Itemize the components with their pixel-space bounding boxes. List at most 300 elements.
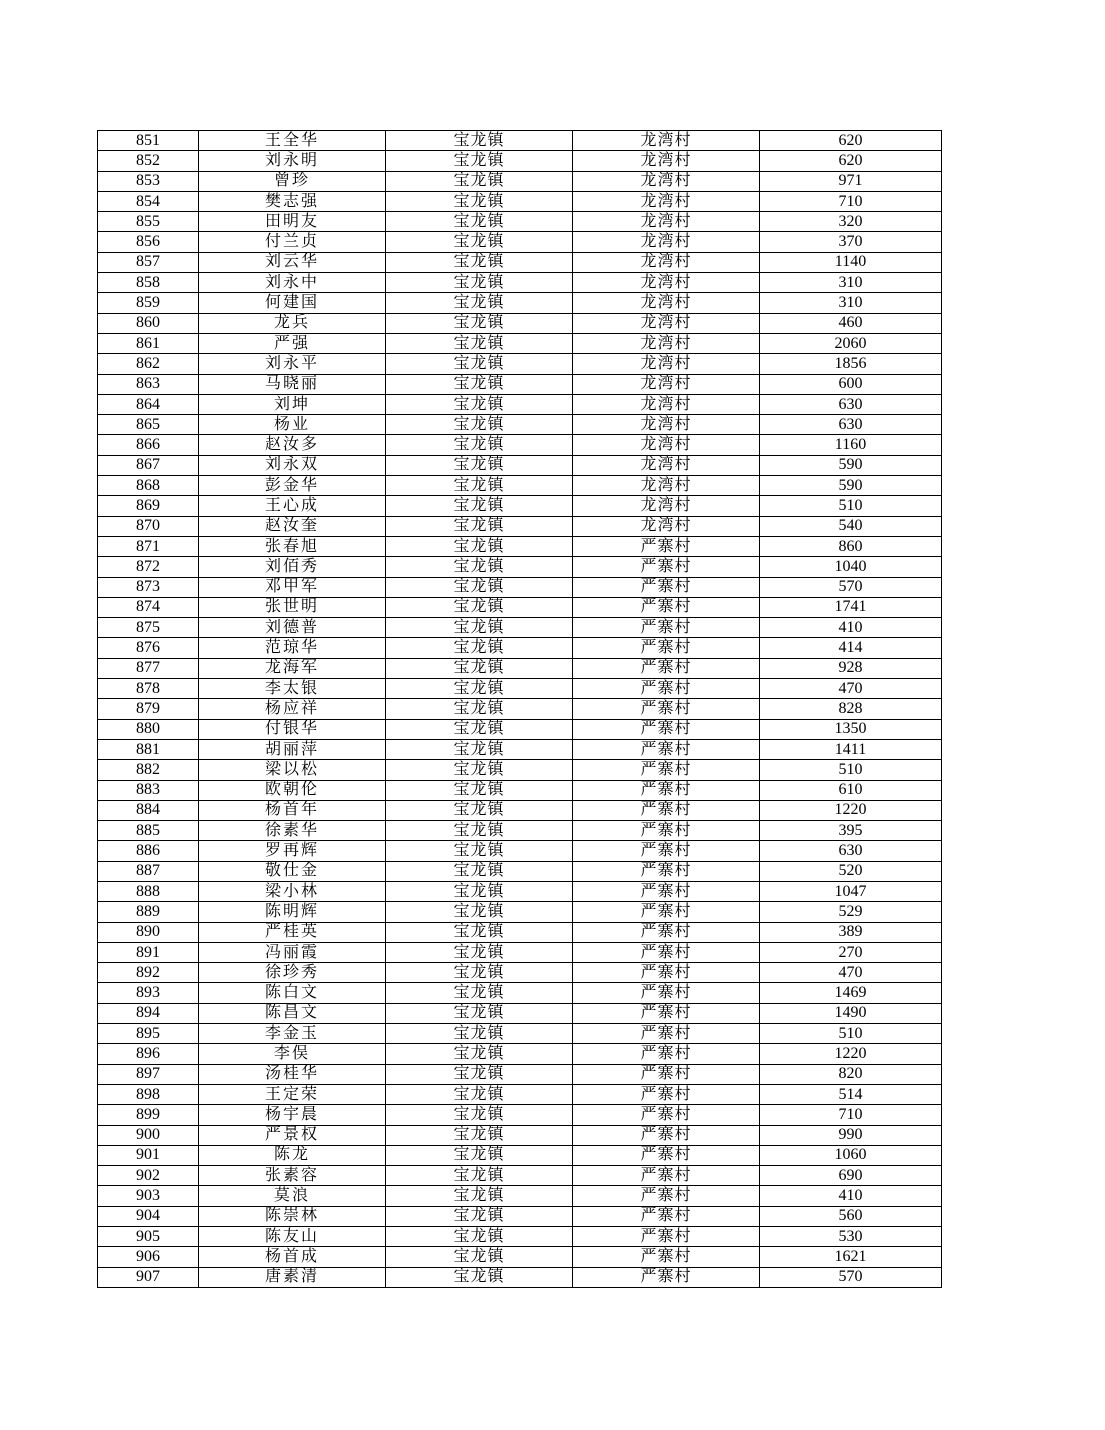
cell-village: 龙湾村 — [573, 313, 760, 333]
table-row — [98, 1044, 942, 1064]
table-row — [98, 455, 942, 475]
cell-index: 872 — [98, 557, 199, 577]
table-row — [98, 679, 942, 699]
cell-town: 宝龙镇 — [386, 902, 573, 922]
cell-town: 宝龙镇 — [386, 1267, 573, 1287]
cell-village: 龙湾村 — [573, 394, 760, 414]
cell-index: 862 — [98, 354, 199, 374]
cell-amount: 590 — [760, 455, 942, 475]
table-row — [98, 597, 942, 617]
cell-town: 宝龙镇 — [386, 1105, 573, 1125]
cell-index: 874 — [98, 597, 199, 617]
cell-village: 龙湾村 — [573, 212, 760, 232]
cell-town: 宝龙镇 — [386, 1186, 573, 1206]
cell-index: 861 — [98, 333, 199, 353]
cell-index: 859 — [98, 293, 199, 313]
table-row — [98, 1247, 942, 1267]
table-row — [98, 293, 942, 313]
table-row — [98, 922, 942, 942]
cell-name: 田明友 — [199, 212, 386, 232]
cell-village: 严寨村 — [573, 1247, 760, 1267]
cell-amount: 510 — [760, 760, 942, 780]
cell-name: 李太银 — [199, 679, 386, 699]
table-row — [98, 1186, 942, 1206]
cell-name: 范琼华 — [199, 638, 386, 658]
cell-village: 严寨村 — [573, 1125, 760, 1145]
cell-village: 龙湾村 — [573, 455, 760, 475]
cell-amount: 1220 — [760, 1044, 942, 1064]
cell-name: 严桂英 — [199, 922, 386, 942]
cell-village: 严寨村 — [573, 821, 760, 841]
cell-town: 宝龙镇 — [386, 415, 573, 435]
cell-index: 870 — [98, 516, 199, 536]
table-row — [98, 496, 942, 516]
cell-village: 龙湾村 — [573, 293, 760, 313]
cell-town: 宝龙镇 — [386, 536, 573, 556]
cell-amount: 1060 — [760, 1145, 942, 1165]
cell-town: 宝龙镇 — [386, 942, 573, 962]
cell-village: 龙湾村 — [573, 354, 760, 374]
table-row — [98, 841, 942, 861]
cell-amount: 470 — [760, 679, 942, 699]
cell-index: 880 — [98, 719, 199, 739]
cell-index: 854 — [98, 191, 199, 211]
cell-village: 严寨村 — [573, 1145, 760, 1165]
cell-index: 903 — [98, 1186, 199, 1206]
cell-amount: 520 — [760, 861, 942, 881]
table-row — [98, 699, 942, 719]
cell-name: 刘坤 — [199, 394, 386, 414]
cell-amount: 1040 — [760, 557, 942, 577]
cell-index: 901 — [98, 1145, 199, 1165]
cell-village: 龙湾村 — [573, 131, 760, 151]
cell-name: 陈龙 — [199, 1145, 386, 1165]
cell-town: 宝龙镇 — [386, 496, 573, 516]
cell-name: 莫浪 — [199, 1186, 386, 1206]
cell-name: 刘佰秀 — [199, 557, 386, 577]
table-row — [98, 719, 942, 739]
cell-name: 刘永中 — [199, 273, 386, 293]
cell-name: 汤桂华 — [199, 1064, 386, 1084]
cell-village: 严寨村 — [573, 1105, 760, 1125]
cell-town: 宝龙镇 — [386, 821, 573, 841]
cell-name: 彭金华 — [199, 476, 386, 496]
cell-village: 龙湾村 — [573, 516, 760, 536]
cell-amount: 1047 — [760, 881, 942, 901]
cell-village: 严寨村 — [573, 719, 760, 739]
cell-village: 严寨村 — [573, 1206, 760, 1226]
cell-town: 宝龙镇 — [386, 922, 573, 942]
cell-index: 868 — [98, 476, 199, 496]
cell-name: 严景权 — [199, 1125, 386, 1145]
cell-index: 857 — [98, 252, 199, 272]
cell-amount: 470 — [760, 963, 942, 983]
cell-village: 严寨村 — [573, 679, 760, 699]
cell-index: 897 — [98, 1064, 199, 1084]
cell-town: 宝龙镇 — [386, 963, 573, 983]
cell-town: 宝龙镇 — [386, 739, 573, 759]
cell-town: 宝龙镇 — [386, 1084, 573, 1104]
cell-name: 赵汝多 — [199, 435, 386, 455]
cell-index: 851 — [98, 131, 199, 151]
cell-town: 宝龙镇 — [386, 1145, 573, 1165]
cell-index: 885 — [98, 821, 199, 841]
table-row — [98, 191, 942, 211]
table-row — [98, 760, 942, 780]
cell-town: 宝龙镇 — [386, 800, 573, 820]
table-row — [98, 902, 942, 922]
cell-index: 882 — [98, 760, 199, 780]
cell-name: 王全华 — [199, 131, 386, 151]
table-row — [98, 151, 942, 171]
cell-amount: 510 — [760, 1024, 942, 1044]
cell-amount: 710 — [760, 191, 942, 211]
cell-name: 陈崇林 — [199, 1206, 386, 1226]
table-row — [98, 963, 942, 983]
table-row — [98, 821, 942, 841]
cell-amount: 828 — [760, 699, 942, 719]
cell-name: 刘云华 — [199, 252, 386, 272]
table-row — [98, 1024, 942, 1044]
cell-index: 866 — [98, 435, 199, 455]
cell-village: 严寨村 — [573, 942, 760, 962]
table-row — [98, 354, 942, 374]
table-row — [98, 476, 942, 496]
table-row — [98, 1003, 942, 1023]
cell-name: 陈白文 — [199, 983, 386, 1003]
cell-index: 905 — [98, 1227, 199, 1247]
cell-name: 胡丽萍 — [199, 739, 386, 759]
cell-village: 严寨村 — [573, 577, 760, 597]
cell-town: 宝龙镇 — [386, 252, 573, 272]
cell-town: 宝龙镇 — [386, 983, 573, 1003]
cell-town: 宝龙镇 — [386, 131, 573, 151]
cell-town: 宝龙镇 — [386, 293, 573, 313]
cell-name: 杨首年 — [199, 800, 386, 820]
table-row — [98, 1166, 942, 1186]
cell-amount: 410 — [760, 618, 942, 638]
cell-village: 严寨村 — [573, 1003, 760, 1023]
cell-index: 873 — [98, 577, 199, 597]
cell-index: 895 — [98, 1024, 199, 1044]
cell-village: 严寨村 — [573, 618, 760, 638]
cell-town: 宝龙镇 — [386, 577, 573, 597]
cell-village: 严寨村 — [573, 658, 760, 678]
cell-amount: 310 — [760, 293, 942, 313]
table-row — [98, 861, 942, 881]
cell-town: 宝龙镇 — [386, 658, 573, 678]
cell-village: 严寨村 — [573, 963, 760, 983]
cell-amount: 1411 — [760, 739, 942, 759]
cell-name: 龙兵 — [199, 313, 386, 333]
cell-village: 龙湾村 — [573, 171, 760, 191]
cell-name: 冯丽霞 — [199, 942, 386, 962]
cell-index: 878 — [98, 679, 199, 699]
cell-amount: 990 — [760, 1125, 942, 1145]
cell-name: 杨首成 — [199, 1247, 386, 1267]
cell-town: 宝龙镇 — [386, 841, 573, 861]
table-row — [98, 435, 942, 455]
cell-town: 宝龙镇 — [386, 333, 573, 353]
cell-amount: 320 — [760, 212, 942, 232]
cell-name: 李金玉 — [199, 1024, 386, 1044]
cell-name: 严强 — [199, 333, 386, 353]
cell-town: 宝龙镇 — [386, 151, 573, 171]
cell-amount: 310 — [760, 273, 942, 293]
cell-amount: 395 — [760, 821, 942, 841]
cell-amount: 860 — [760, 536, 942, 556]
cell-amount: 710 — [760, 1105, 942, 1125]
cell-name: 陈明辉 — [199, 902, 386, 922]
cell-index: 886 — [98, 841, 199, 861]
cell-village: 龙湾村 — [573, 333, 760, 353]
cell-town: 宝龙镇 — [386, 699, 573, 719]
cell-index: 852 — [98, 151, 199, 171]
cell-amount: 971 — [760, 171, 942, 191]
cell-town: 宝龙镇 — [386, 516, 573, 536]
cell-index: 877 — [98, 658, 199, 678]
cell-index: 887 — [98, 861, 199, 881]
cell-village: 龙湾村 — [573, 415, 760, 435]
cell-name: 赵汝奎 — [199, 516, 386, 536]
table-row — [98, 252, 942, 272]
cell-name: 罗再辉 — [199, 841, 386, 861]
cell-index: 898 — [98, 1084, 199, 1104]
table-row — [98, 171, 942, 191]
cell-village: 严寨村 — [573, 902, 760, 922]
cell-village: 龙湾村 — [573, 496, 760, 516]
cell-index: 865 — [98, 415, 199, 435]
table-row — [98, 536, 942, 556]
cell-town: 宝龙镇 — [386, 597, 573, 617]
cell-index: 902 — [98, 1166, 199, 1186]
table-row — [98, 333, 942, 353]
table-row — [98, 739, 942, 759]
cell-town: 宝龙镇 — [386, 618, 573, 638]
cell-town: 宝龙镇 — [386, 212, 573, 232]
cell-name: 梁以松 — [199, 760, 386, 780]
cell-index: 891 — [98, 942, 199, 962]
cell-amount: 270 — [760, 942, 942, 962]
table-row — [98, 1105, 942, 1125]
cell-name: 马晓丽 — [199, 374, 386, 394]
cell-name: 陈昌文 — [199, 1003, 386, 1023]
cell-name: 王定荣 — [199, 1084, 386, 1104]
cell-town: 宝龙镇 — [386, 679, 573, 699]
cell-amount: 540 — [760, 516, 942, 536]
cell-town: 宝龙镇 — [386, 273, 573, 293]
cell-name: 曾珍 — [199, 171, 386, 191]
cell-village: 龙湾村 — [573, 435, 760, 455]
table-row — [98, 881, 942, 901]
table-row — [98, 1125, 942, 1145]
cell-town: 宝龙镇 — [386, 1166, 573, 1186]
cell-town: 宝龙镇 — [386, 780, 573, 800]
cell-town: 宝龙镇 — [386, 171, 573, 191]
table-row — [98, 131, 942, 151]
cell-index: 879 — [98, 699, 199, 719]
cell-village: 龙湾村 — [573, 191, 760, 211]
cell-village: 严寨村 — [573, 780, 760, 800]
cell-village: 严寨村 — [573, 1227, 760, 1247]
cell-amount: 1469 — [760, 983, 942, 1003]
cell-amount: 1621 — [760, 1247, 942, 1267]
cell-name: 李俣 — [199, 1044, 386, 1064]
cell-town: 宝龙镇 — [386, 354, 573, 374]
cell-name: 陈友山 — [199, 1227, 386, 1247]
cell-amount: 2060 — [760, 333, 942, 353]
cell-amount: 620 — [760, 151, 942, 171]
cell-village: 严寨村 — [573, 1186, 760, 1206]
cell-village: 严寨村 — [573, 557, 760, 577]
cell-index: 906 — [98, 1247, 199, 1267]
cell-village: 严寨村 — [573, 699, 760, 719]
cell-name: 徐素华 — [199, 821, 386, 841]
cell-amount: 1490 — [760, 1003, 942, 1023]
table-row — [98, 273, 942, 293]
cell-village: 龙湾村 — [573, 374, 760, 394]
cell-village: 龙湾村 — [573, 232, 760, 252]
cell-amount: 410 — [760, 1186, 942, 1206]
cell-town: 宝龙镇 — [386, 394, 573, 414]
table-row — [98, 618, 942, 638]
table-row — [98, 638, 942, 658]
cell-name: 敬仕金 — [199, 861, 386, 881]
cell-town: 宝龙镇 — [386, 760, 573, 780]
table-row — [98, 942, 942, 962]
cell-amount: 514 — [760, 1084, 942, 1104]
cell-index: 888 — [98, 881, 199, 901]
cell-village: 严寨村 — [573, 1267, 760, 1287]
table-row — [98, 313, 942, 333]
cell-index: 875 — [98, 618, 199, 638]
cell-amount: 570 — [760, 1267, 942, 1287]
cell-village: 严寨村 — [573, 983, 760, 1003]
cell-amount: 1741 — [760, 597, 942, 617]
cell-index: 856 — [98, 232, 199, 252]
cell-index: 855 — [98, 212, 199, 232]
cell-name: 杨业 — [199, 415, 386, 435]
cell-index: 883 — [98, 780, 199, 800]
cell-town: 宝龙镇 — [386, 374, 573, 394]
cell-index: 890 — [98, 922, 199, 942]
cell-amount: 510 — [760, 496, 942, 516]
cell-index: 907 — [98, 1267, 199, 1287]
cell-town: 宝龙镇 — [386, 455, 573, 475]
table-row — [98, 394, 942, 414]
cell-town: 宝龙镇 — [386, 1247, 573, 1267]
cell-amount: 529 — [760, 902, 942, 922]
cell-name: 付银华 — [199, 719, 386, 739]
cell-village: 严寨村 — [573, 597, 760, 617]
table-body — [98, 131, 942, 1288]
cell-amount: 820 — [760, 1064, 942, 1084]
cell-name: 付兰贞 — [199, 232, 386, 252]
cell-amount: 630 — [760, 841, 942, 861]
cell-town: 宝龙镇 — [386, 232, 573, 252]
cell-index: 889 — [98, 902, 199, 922]
cell-village: 严寨村 — [573, 1084, 760, 1104]
cell-index: 876 — [98, 638, 199, 658]
cell-town: 宝龙镇 — [386, 191, 573, 211]
cell-name: 樊志强 — [199, 191, 386, 211]
cell-index: 904 — [98, 1206, 199, 1226]
cell-village: 龙湾村 — [573, 476, 760, 496]
cell-index: 893 — [98, 983, 199, 1003]
cell-town: 宝龙镇 — [386, 1206, 573, 1226]
cell-town: 宝龙镇 — [386, 1024, 573, 1044]
cell-name: 王心成 — [199, 496, 386, 516]
cell-amount: 590 — [760, 476, 942, 496]
cell-name: 龙海军 — [199, 658, 386, 678]
cell-index: 896 — [98, 1044, 199, 1064]
cell-index: 900 — [98, 1125, 199, 1145]
cell-town: 宝龙镇 — [386, 557, 573, 577]
table-row — [98, 780, 942, 800]
cell-amount: 1160 — [760, 435, 942, 455]
cell-amount: 928 — [760, 658, 942, 678]
table-row — [98, 212, 942, 232]
table-row — [98, 1084, 942, 1104]
table-row — [98, 1145, 942, 1165]
table-row — [98, 415, 942, 435]
cell-town: 宝龙镇 — [386, 476, 573, 496]
cell-name: 刘永双 — [199, 455, 386, 475]
cell-name: 梁小林 — [199, 881, 386, 901]
cell-town: 宝龙镇 — [386, 313, 573, 333]
cell-index: 864 — [98, 394, 199, 414]
cell-amount: 690 — [760, 1166, 942, 1186]
cell-name: 何建国 — [199, 293, 386, 313]
cell-index: 892 — [98, 963, 199, 983]
cell-village: 严寨村 — [573, 881, 760, 901]
cell-name: 张世明 — [199, 597, 386, 617]
cell-amount: 560 — [760, 1206, 942, 1226]
cell-index: 869 — [98, 496, 199, 516]
cell-village: 严寨村 — [573, 861, 760, 881]
cell-village: 严寨村 — [573, 739, 760, 759]
cell-town: 宝龙镇 — [386, 1044, 573, 1064]
table-row — [98, 577, 942, 597]
cell-name: 欧朝伦 — [199, 780, 386, 800]
cell-amount: 460 — [760, 313, 942, 333]
cell-town: 宝龙镇 — [386, 638, 573, 658]
cell-name: 徐珍秀 — [199, 963, 386, 983]
table-row — [98, 1267, 942, 1287]
cell-village: 严寨村 — [573, 1166, 760, 1186]
cell-index: 858 — [98, 273, 199, 293]
cell-name: 刘永明 — [199, 151, 386, 171]
cell-amount: 600 — [760, 374, 942, 394]
cell-village: 严寨村 — [573, 638, 760, 658]
cell-name: 邓甲军 — [199, 577, 386, 597]
cell-town: 宝龙镇 — [386, 1003, 573, 1023]
table-row — [98, 983, 942, 1003]
cell-town: 宝龙镇 — [386, 435, 573, 455]
cell-index: 881 — [98, 739, 199, 759]
table-row — [98, 1206, 942, 1226]
table-row — [98, 232, 942, 252]
cell-amount: 530 — [760, 1227, 942, 1247]
table-row — [98, 557, 942, 577]
cell-amount: 414 — [760, 638, 942, 658]
cell-village: 严寨村 — [573, 1064, 760, 1084]
cell-amount: 630 — [760, 415, 942, 435]
cell-village: 龙湾村 — [573, 273, 760, 293]
cell-index: 884 — [98, 800, 199, 820]
cell-index: 853 — [98, 171, 199, 191]
cell-amount: 1350 — [760, 719, 942, 739]
